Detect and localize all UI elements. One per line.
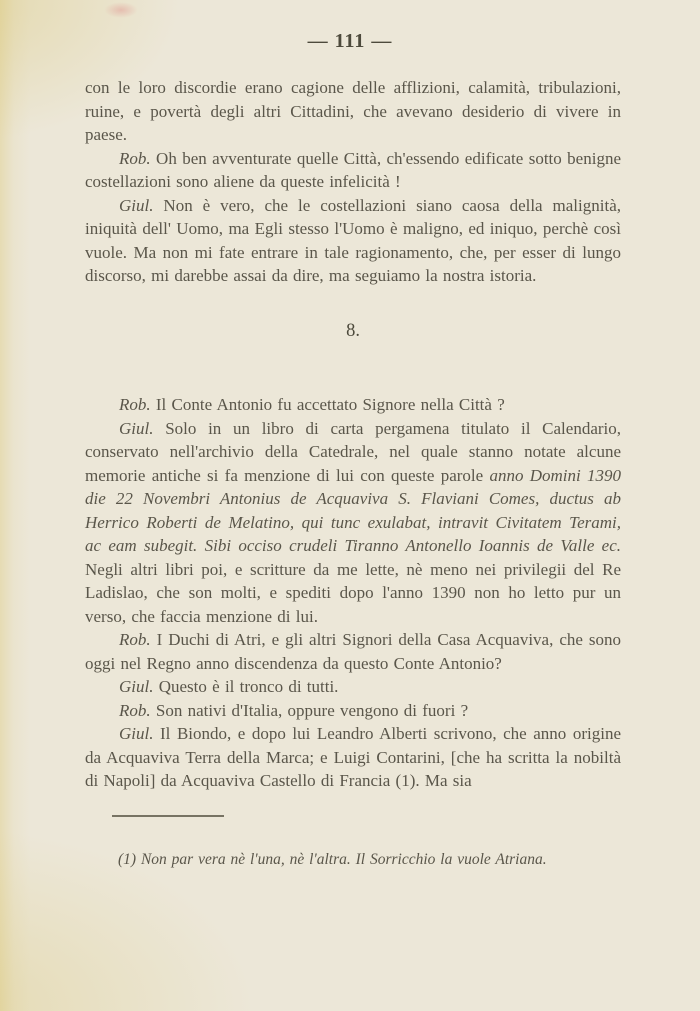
text-segment: Questo è il tronco di tutti. <box>153 677 339 696</box>
paragraph <box>85 147 621 194</box>
italic-text-segment: Rob. <box>119 395 151 414</box>
text-segment: Il Conte Antonio fu accettato Signore nella Città ? <box>150 395 505 414</box>
text-segment: Solo in un libro di carta pergamena titulato il Calendario, conservato nell'archivio della Catedrale, nel quale stanno notate alcune memorie antiche si fa menzione di lui con queste parole <box>85 418 621 485</box>
text-segment: Non è vero, che le costellazioni siano caosa della malignità, iniquità dell' Uomo, ma Egli stesso l'Uomo è maligno, ed iniquo, perchè così vuole. Ma non mi fate entrare in tale ragionamento, che, per esser di lungo discorso, mi darebbe assai da dire, ma seguiamo la nostra istoria. <box>85 195 621 285</box>
text-segment: Il Biondo, e dopo lui Leandro Alberti scrivono, che anno origine da Acquaviva Terra della Marca; e Luigi Contarini, [che ha scritta la nobiltà di Napoli] da Acquaviva Castello di Francia (1). Ma sia <box>85 724 621 790</box>
paragraph <box>85 76 621 147</box>
footnote-separator <box>112 815 224 817</box>
paragraph <box>85 699 621 723</box>
italic-text-segment: (1) Non par vera nè l'una, nè l'altra. Il Sorricchio la vuole Atriana. <box>118 850 547 868</box>
text-segment: Oh ben avventurate quelle Città, ch'essendo edificate sotto benigne costellazioni sono aliene da queste infelicità ! <box>85 148 621 191</box>
italic-text-segment: Giul. <box>119 724 154 743</box>
text-segment: Negli altri libri poi, e scritture da me lette, nè meno nei privilegii del Re Ladislao, che son molti, e spediti dopo l'anno 1390 non ho letto pur un verso, che faccia menzione di lui. <box>85 559 621 626</box>
footnote <box>85 849 621 871</box>
paragraph <box>85 194 621 288</box>
page-text-body <box>85 76 621 871</box>
text-segment: Son nativi d'Italia, oppure vengono di fuori ? <box>150 700 469 720</box>
paragraph <box>85 417 621 629</box>
paragraph <box>85 722 621 793</box>
italic-text-segment: Giul. <box>119 677 154 696</box>
text-segment: I Duchi di Atri, e gli altri Signori della Casa Acquaviva, che sono oggi nel Regno anno discendenza da questo Conte Antonio? <box>85 630 621 673</box>
paragraph <box>85 628 621 675</box>
paragraph <box>85 393 621 417</box>
italic-text-segment: Rob. <box>119 148 151 168</box>
italic-text-segment: Rob. <box>119 630 151 649</box>
italic-text-segment: Rob. <box>119 700 151 720</box>
italic-text-segment: Giul. <box>119 195 154 215</box>
section-number: 8. <box>346 320 360 341</box>
italic-text-segment: Giul. <box>119 418 154 438</box>
italic-text-segment: anno Domini 1390 die 22 Novembri Antonius de Acquaviva S. Flaviani Comes, ductus ab Herrico Roberti de Melatino, qui tunc exulabat, intravit Civitatem Terami, ac eam subegit. Sibi occiso crudeli Tiranno Antonello Ioannis de Valle ec. <box>85 465 621 555</box>
paragraph <box>85 675 621 699</box>
text-segment: con le loro discordie erano cagione delle afflizioni, calamità, tribulazioni, ruine, e povertà degli altri Cittadini, che avevano desiderio di vivere in paese. <box>85 78 621 144</box>
page-number-header: — 111 — <box>307 30 393 52</box>
